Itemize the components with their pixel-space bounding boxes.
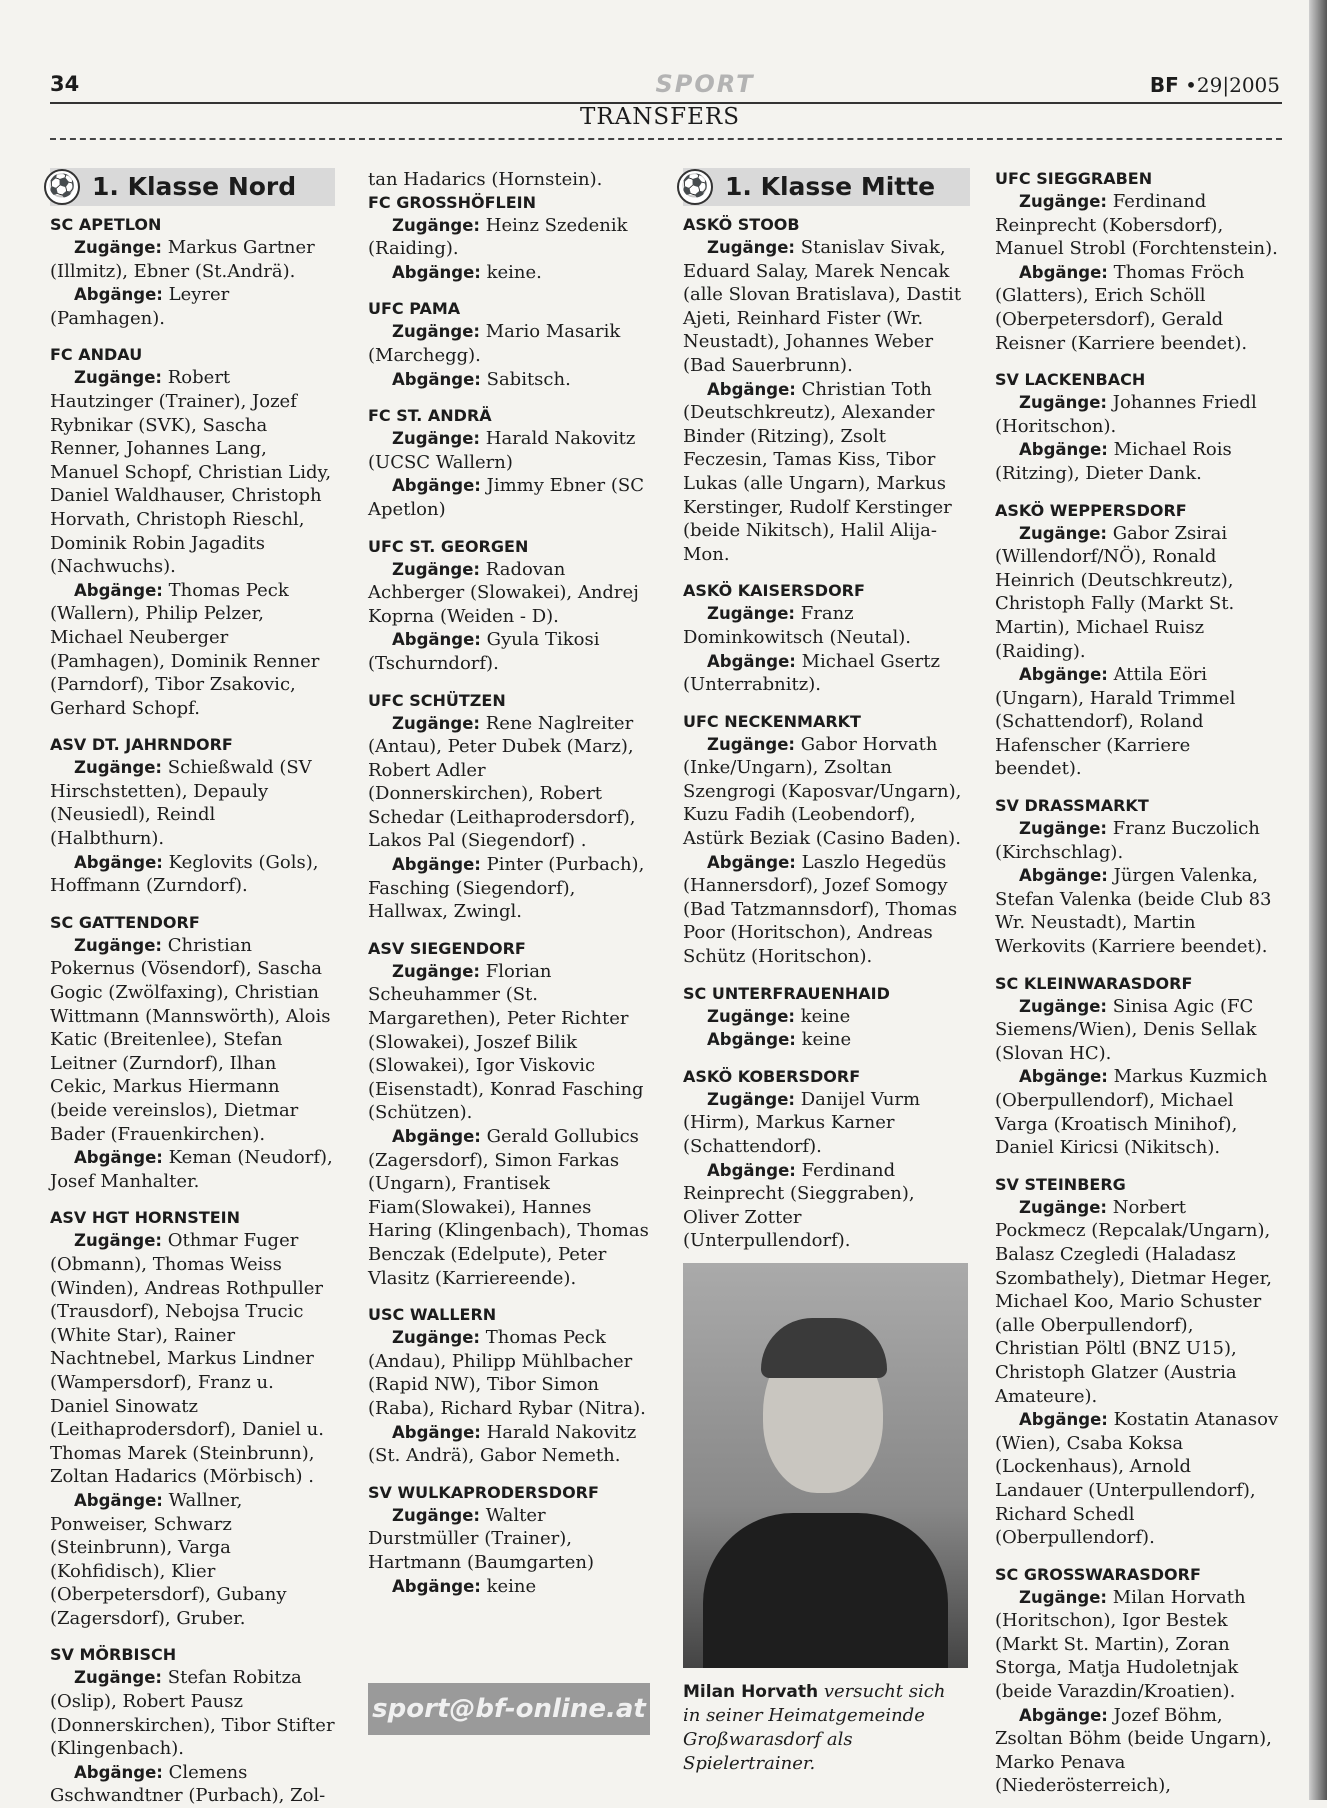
photo-caption: [683, 1680, 968, 1776]
club-name: ASKÖ STOOB: [683, 215, 800, 234]
incoming-label: Zugänge:: [392, 961, 481, 981]
incoming-transfers: [368, 320, 650, 367]
incoming-transfers: [50, 1229, 335, 1489]
club-name: SC KLEINWARASDORF: [995, 973, 1193, 993]
outgoing-transfers: [368, 628, 650, 675]
club-entry: [683, 580, 970, 696]
incoming-names: Norbert Pockmecz (Repcalak/Ungarn), Balasz Czegledi (Haladasz Szombathely), Dietmar Heger, Michael Koo, Mario Schuster (alle Oberpullendorf), Christian Pöltl (BNZ U15), Christoph Glatzer (Austria Amateure).: [995, 1196, 1272, 1407]
incoming-names: Radovan Achberger (Slowakei), Andrej Koprna (Weiden - D).: [368, 558, 639, 627]
outgoing-transfers: [683, 1159, 970, 1253]
outgoing-transfers: [368, 368, 650, 392]
column-3: [683, 168, 970, 1253]
outgoing-transfers: [368, 853, 650, 924]
incoming-names: Markus Gartner (Illmitz), Ebner (St.Andrä).: [50, 237, 315, 282]
caption-text: versucht sich in seiner Heimatgemeinde Großwarasdorf als Spielertrainer.: [683, 1681, 946, 1774]
incoming-transfers: [995, 1196, 1280, 1408]
club-entry: [368, 405, 650, 521]
incoming-names: Schießwald (SV Hirschstetten), Depauly (Neusiedl), Reindl (Halbthurn).: [50, 757, 312, 850]
incoming-names: Stefan Robitza (Oslip), Robert Pausz (Donnerskirchen), Tibor Stifter (Klingenbach).: [50, 1667, 335, 1760]
outgoing-label: Abgänge:: [707, 852, 796, 872]
outgoing-transfers: [368, 474, 650, 521]
incoming-transfers: [683, 602, 970, 649]
incoming-transfers: [368, 558, 650, 629]
outgoing-label: Abgänge:: [707, 1030, 796, 1050]
outgoing-label: Abgänge:: [74, 285, 163, 305]
incoming-label: Zugänge:: [74, 758, 163, 778]
incoming-label: Zugänge:: [74, 1668, 163, 1688]
incoming-transfers: [368, 1504, 650, 1575]
incoming-label: Zugänge:: [1019, 1197, 1108, 1217]
incoming-names: Danijel Vurm (Hirm), Markus Karner (Schattendorf).: [683, 1088, 921, 1157]
incoming-names: Ferdinand Reinprecht (Kobersdorf), Manuel Strobl (Forchtenstein).: [995, 191, 1278, 260]
outgoing-label: Abgänge:: [1019, 1705, 1108, 1725]
club-name: ASKÖ KOBERSDORF: [683, 1066, 861, 1086]
dashed-rule: [50, 138, 1282, 140]
outgoing-label: Abgänge:: [392, 1422, 481, 1442]
incoming-names: Sinisa Agic (FC Siemens/Wien), Denis Sellak (Slovan HC).: [995, 995, 1257, 1064]
issue-info: [1150, 73, 1280, 97]
outgoing-label: Abgänge:: [392, 369, 481, 389]
club-entry: [50, 344, 335, 720]
incoming-label: Zugänge:: [707, 604, 796, 624]
incoming-names: Johannes Friedl (Horitschon).: [995, 392, 1257, 437]
club-list: [50, 214, 335, 1808]
incoming-transfers: [50, 366, 335, 578]
club-entry: [50, 1207, 335, 1630]
page-edge-shadow: [1309, 0, 1327, 1800]
club-entry: [683, 711, 970, 969]
club-name: UFC NECKENMARKT: [683, 711, 861, 731]
club-entry: [683, 214, 970, 566]
incoming-label: Zugänge:: [74, 1231, 163, 1251]
club-name: USC WALLERN: [368, 1305, 497, 1325]
outgoing-label: Abgänge:: [1019, 665, 1108, 685]
club-entry: [368, 536, 650, 676]
club-entry: [995, 973, 1280, 1160]
incoming-names: Thomas Peck (Andau), Philipp Mühlbacher (Rapid NW), Tibor Simon (Raba), Richard Rybar (Nitra).: [368, 1327, 646, 1419]
incoming-label: Zugänge:: [74, 935, 163, 955]
outgoing-label: Abgänge:: [707, 1160, 796, 1180]
club-name: ASV SIEGENDORF: [368, 938, 526, 958]
outgoing-label: Abgänge:: [392, 262, 481, 282]
club-name: SC UNTERFRAUENHAID: [683, 983, 890, 1003]
club-entry: [368, 298, 650, 391]
incoming-label: Zugänge:: [1019, 192, 1108, 211]
incoming-label: Zugänge:: [707, 238, 796, 257]
outgoing-names: Gerald Gollubics (Zagersdorf), Simon Farkas (Ungarn), Frantisek Fiam(Slowakei), Hannes Haring (Klingenbach), Thomas Benczak (Edelpute), Peter Vlasitz (Karriereende).: [368, 1126, 649, 1289]
club-name: UFC ST. GEORGEN: [368, 536, 529, 556]
incoming-label: Zugänge:: [707, 1006, 796, 1026]
outgoing-transfers: [995, 864, 1280, 958]
club-entry: [368, 1304, 650, 1468]
football-icon: ⚽: [677, 169, 713, 205]
section-title: SPORT: [655, 70, 755, 98]
outgoing-names: Clemens Gschwandtner (Purbach), Zol-: [50, 1761, 326, 1807]
club-name: ASKÖ WEPPERSDORF: [995, 500, 1187, 520]
outgoing-names: keine: [486, 1575, 537, 1597]
incoming-transfers: [50, 236, 335, 283]
incoming-transfers: [368, 712, 650, 854]
incoming-transfers: [683, 1088, 970, 1159]
outgoing-names: Laszlo Hegedüs (Hannersdorf), Jozef Somogy (Bad Tatzmannsdorf), Thomas Poor (Horitschon), Andreas Schütz (Horitschon).: [683, 851, 958, 968]
incoming-label: Zugänge:: [392, 1328, 481, 1348]
outgoing-label: Abgänge:: [392, 1127, 481, 1146]
incoming-transfers: [50, 934, 335, 1146]
incoming-transfers: [368, 1326, 650, 1420]
incoming-names: Othmar Fuger (Obmann), Thomas Weiss (Winden), Andreas Rothpuller (Trausdorf), Nebojsa Trucic (White Star), Rainer Nachtnebel, Markus Lindner (Wampersdorf), Franz u. Daniel Sinowatz (Leithaprodersdorf), Daniel u. Thomas Marek (Steinbrunn), Zoltan Hadarics (Mörbisch) .: [50, 1230, 324, 1488]
incoming-transfers: [995, 995, 1280, 1066]
incoming-transfers: [995, 391, 1280, 438]
incoming-label: Zugänge:: [1019, 819, 1108, 839]
incoming-label: Zugänge:: [392, 215, 481, 235]
club-name: ASV HGT HORNSTEIN: [50, 1208, 240, 1228]
club-name: UFC PAMA: [368, 299, 461, 319]
incoming-names: Stanislav Sivak, Eduard Salay, Marek Nencak (alle Slovan Bratislava), Dastit Ajeti, Reinhard Fister (Wr. Neustadt), Johannes Weber (Bad Sauerbrunn).: [683, 237, 962, 376]
outgoing-label: Abgänge:: [74, 1490, 163, 1510]
outgoing-label: Abgänge:: [1019, 440, 1108, 460]
club-list: [683, 214, 970, 1253]
email-link[interactable]: sport@bf-online.at: [372, 1694, 646, 1724]
outgoing-label: Abgänge:: [707, 651, 796, 671]
incoming-names: keine: [800, 1005, 851, 1027]
incoming-names: Mario Masarik (Marchegg).: [368, 321, 621, 366]
outgoing-names: Keman (Neudorf), Josef Manhalter.: [50, 1147, 333, 1192]
incoming-transfers: [683, 1005, 970, 1029]
club-entry: [995, 795, 1280, 959]
club-entry: [683, 1066, 970, 1253]
outgoing-transfers: [368, 1575, 650, 1599]
club-name: SV LACKENBACH: [995, 370, 1146, 390]
outgoing-transfers: [683, 851, 970, 969]
caption-name: Milan Horvath: [683, 1682, 819, 1702]
outgoing-label: Abgänge:: [1019, 866, 1108, 886]
group-title: 1. Klasse Mitte: [725, 172, 936, 202]
club-entry: [50, 912, 335, 1194]
player-photo: [683, 1263, 968, 1668]
photo-hair: [761, 1318, 887, 1378]
outgoing-names: Harald Nakovitz (St. Andrä), Gabor Nemeth.: [368, 1421, 637, 1467]
outgoing-names: Jürgen Valenka, Stefan Valenka (beide Club 83 Wr. Neustadt), Martin Werkovits (Karriere beendet).: [995, 865, 1272, 958]
incoming-transfers: [995, 522, 1280, 664]
incoming-names: Gabor Horvath (Inke/Ungarn), Zsoltan Szengrogi (Kaposvar/Ungarn), Kuzu Fadih (Leobendorf), Astürk Beziak (Casino Baden).: [683, 733, 962, 850]
club-entry: [683, 983, 970, 1052]
club-entry: [995, 168, 1280, 355]
incoming-transfers: [995, 190, 1280, 261]
outgoing-transfers: [995, 1704, 1280, 1798]
outgoing-names: Christian Toth (Deutschkreutz), Alexander Binder (Ritzing), Zsolt Feczesin, Tamas Kiss, Tibor Lukas (alle Ungarn), Markus Kerstinger, Rudolf Kerstinger (beide Nikitsch), Halil Alija-Mon.: [683, 378, 952, 565]
outgoing-transfers: [995, 1408, 1280, 1550]
incoming-names: Rene Naglreiter (Antau), Peter Dubek (Marz), Robert Adler (Donnerskirchen), Robert Schedar (Leithaprodersdorf), Lakos Pal (Siegendorf) .: [368, 712, 636, 852]
outgoing-names: Markus Kuzmich (Oberpullendorf), Michael Varga (Kroatisch Minihof), Daniel Kiricsi (Nikitsch).: [995, 1066, 1268, 1159]
outgoing-transfers: [50, 283, 335, 330]
outgoing-label: Abgänge:: [1019, 1410, 1108, 1430]
outgoing-names: Thomas Fröch (Glatters), Erich Schöll (Oberpetersdorf), Gerald Reisner (Karriere beendet).: [995, 261, 1248, 354]
club-entry: [50, 1644, 335, 1808]
club-entry: [368, 192, 650, 285]
outgoing-label: Abgänge:: [392, 630, 481, 650]
page-number: 34: [50, 72, 80, 96]
club-entry: [995, 369, 1280, 485]
football-icon: ⚽: [44, 169, 80, 205]
outgoing-names: Michael Rois (Ritzing), Dieter Dank.: [995, 439, 1232, 484]
group-title: 1. Klasse Nord: [92, 172, 297, 202]
outgoing-names: Michael Gsertz (Unterrabnitz).: [683, 650, 940, 696]
incoming-label: Zugänge:: [1019, 1587, 1108, 1607]
incoming-transfers: [995, 1586, 1280, 1704]
incoming-transfers: [995, 817, 1280, 864]
incoming-names: Gabor Zsirai (Willendorf/NÖ), Ronald Heinrich (Deutschkreutz), Christoph Fally (Markt St. Martin), Michael Ruisz (Raiding).: [995, 522, 1235, 662]
incoming-label: Zugänge:: [1019, 996, 1108, 1016]
column-1: [50, 168, 335, 1808]
club-name: SC GATTENDORF: [50, 912, 200, 932]
club-name: FC GROSSHÖFLEIN: [368, 192, 537, 212]
outgoing-label: Abgänge:: [1019, 1067, 1108, 1087]
outgoing-names: Keglovits (Gols), Hoffmann (Zurndorf).: [50, 851, 319, 897]
incoming-transfers: [368, 214, 650, 261]
outgoing-names: Attila Eöri (Ungarn), Harald Trimmel (Schattendorf), Roland Hafenscher (Karriere beendet).: [995, 664, 1236, 780]
outgoing-names: keine: [801, 1029, 852, 1051]
outgoing-transfers: [50, 851, 335, 898]
issue-number: •29|2005: [1185, 73, 1280, 97]
publication-name: BF: [1149, 73, 1179, 97]
club-name: UFC SIEGGRABEN: [995, 169, 1153, 188]
outgoing-names: Jimmy Ebner (SC Apetlon): [368, 475, 644, 520]
club-name: ASKÖ KAISERSDORF: [683, 581, 865, 601]
outgoing-names: Gyula Tikosi (Tschurndorf).: [368, 629, 600, 674]
incoming-names: Walter Durstmüller (Trainer), Hartmann (Baumgarten): [368, 1504, 594, 1573]
outgoing-names: Wallner, Ponweiser, Schwarz (Steinbrunn), Varga (Kohfidisch), Klier (Oberpetersdorf), Gubany (Zagersdorf), Gruber.: [50, 1489, 287, 1629]
incoming-label: Zugänge:: [1019, 393, 1108, 413]
incoming-names: Robert Hautzinger (Trainer), Jozef Rybnikar (SVK), Sascha Renner, Johannes Lang, Manuel Schopf, Christian Lidy, Daniel Waldhauser, Christoph Horvath, Christoph Rieschl, Dominik Robin Jagadits (Nachwuchs).: [50, 367, 332, 578]
outgoing-label: Abgänge:: [74, 1762, 163, 1782]
outgoing-names: keine.: [486, 261, 542, 283]
group-header-mitte: [683, 168, 970, 206]
outgoing-transfers: [50, 1146, 335, 1193]
outgoing-label: Abgänge:: [74, 1148, 163, 1168]
outgoing-transfers: [683, 1028, 970, 1052]
club-name: SC GROSSWARASDORF: [995, 1564, 1201, 1584]
outgoing-names: Sabitsch.: [486, 368, 571, 390]
outgoing-label: Abgänge:: [707, 379, 796, 399]
incoming-label: Zugänge:: [392, 322, 481, 342]
club-name: SC APETLON: [50, 215, 162, 234]
outgoing-label: Abgänge:: [392, 855, 481, 875]
outgoing-transfers: [995, 438, 1280, 485]
outgoing-label: Abgänge:: [74, 580, 163, 600]
club-entry: [995, 500, 1280, 782]
outgoing-transfers: [995, 1065, 1280, 1159]
outgoing-names: Jozef Böhm, Zsoltan Böhm (beide Ungarn), Marko Penava (Niederösterreich),: [995, 1704, 1272, 1797]
club-name: SV WULKAPRODERSDORF: [368, 1482, 599, 1502]
continued-text: tan Hadarics (Hornstein).: [368, 169, 603, 190]
outgoing-names: Ferdinand Reinprecht (Sieggraben), Oliver Zotter (Unterpullendorf).: [683, 1159, 915, 1252]
incoming-transfers: [683, 733, 970, 851]
outgoing-transfers: [683, 650, 970, 697]
outgoing-names: Thomas Peck (Wallern), Philip Pelzer, Michael Neuberger (Pamhagen), Dominik Renner (Parndorf), Tibor Zsakovic, Gerhard Schopf.: [50, 579, 320, 719]
group-header-nord: [50, 168, 335, 206]
club-name: SV MÖRBISCH: [50, 1645, 177, 1665]
outgoing-transfers: [995, 663, 1280, 781]
incoming-transfers: [50, 756, 335, 850]
incoming-transfers: [368, 427, 650, 474]
incoming-names: Milan Horvath (Horitschon), Igor Bestek (Markt St. Martin), Zoran Storga, Matja Hudoletnjak (beide Varazdin/Kroatien).: [995, 1586, 1246, 1703]
club-name: FC ANDAU: [50, 345, 143, 365]
outgoing-names: Leyrer (Pamhagen).: [50, 284, 230, 329]
club-name: ASV DT. JAHRNDORF: [50, 735, 233, 755]
outgoing-transfers: [368, 1125, 650, 1290]
incoming-transfers: [50, 1666, 335, 1760]
club-entry: [368, 1482, 650, 1598]
incoming-label: Zugänge:: [392, 1505, 481, 1525]
incoming-label: Zugänge:: [74, 238, 163, 257]
outgoing-transfers: [683, 378, 970, 567]
outgoing-transfers: [368, 261, 650, 285]
club-entry: [50, 214, 335, 330]
incoming-label: Zugänge:: [74, 368, 163, 388]
club-name: FC ST. ANDRÄ: [368, 406, 492, 426]
outgoing-transfers: [368, 1421, 650, 1468]
outgoing-label: Abgänge:: [74, 852, 163, 872]
outgoing-transfers: [50, 1489, 335, 1631]
outgoing-names: Pinter (Purbach), Fasching (Siegendorf), Hallwax, Zwingl.: [368, 854, 645, 923]
club-name: SV STEINBERG: [995, 1174, 1126, 1194]
incoming-label: Zugänge:: [392, 429, 481, 449]
incoming-names: Franz Buczolich (Kirchschlag).: [995, 818, 1260, 863]
outgoing-label: Abgänge:: [1019, 262, 1108, 282]
column-2: [368, 168, 650, 1598]
outgoing-transfers: [50, 579, 335, 721]
incoming-names: Christian Pokernus (Vösendorf), Sascha Gogic (Zwölfaxing), Christian Wittmann (Mannswörth), Alois Katic (Breitenlee), Stefan Leitner (Zurndorf), Ilhan Cekic, Markus Hiermann (beide vereinslos), Dietmar Bader (Frauenkirchen).: [50, 934, 331, 1145]
column-4: [995, 168, 1280, 1798]
incoming-label: Zugänge:: [707, 1089, 796, 1109]
incoming-names: Heinz Szedenik (Raiding).: [368, 214, 628, 260]
club-entry: [368, 690, 650, 924]
page-subhead: TRANSFERS: [580, 104, 740, 130]
club-name: SV DRASSMARKT: [995, 796, 1149, 816]
club-list: [368, 192, 650, 1599]
incoming-label: Zugänge:: [392, 713, 481, 733]
club-name: UFC SCHÜTZEN: [368, 690, 506, 710]
outgoing-label: Abgänge:: [392, 1576, 481, 1596]
incoming-label: Zugänge:: [1019, 523, 1108, 543]
photo-shirt: [703, 1513, 948, 1668]
incoming-label: Zugänge:: [707, 734, 796, 754]
club-entry: [368, 938, 650, 1290]
incoming-names: Franz Dominkowitsch (Neutal).: [683, 603, 911, 648]
incoming-transfers: [368, 960, 650, 1125]
outgoing-names: Kostatin Atanasov (Wien), Csaba Koksa (Lockenhaus), Arnold Landauer (Unterpullendorf), Richard Schedl (Oberpullendorf).: [995, 1409, 1279, 1549]
club-entry: [50, 734, 335, 898]
incoming-names: Florian Scheuhammer (St. Margarethen), Peter Richter (Slowakei), Joszef Bilik (Slowakei), Igor Viskovic (Eisenstadt), Konrad Fasching (Schützen).: [368, 960, 644, 1124]
club-entry: [995, 1564, 1280, 1798]
incoming-label: Zugänge:: [392, 559, 481, 579]
club-entry: [995, 1174, 1280, 1550]
outgoing-transfers: [995, 261, 1280, 355]
incoming-transfers: [683, 236, 970, 378]
club-list: [995, 168, 1280, 1798]
incoming-names: Harald Nakovitz (UCSC Wallern): [368, 428, 636, 473]
email-banner[interactable]: [368, 1683, 650, 1735]
outgoing-transfers: [50, 1761, 335, 1808]
outgoing-label: Abgänge:: [392, 476, 481, 496]
page-header: [50, 70, 1290, 104]
